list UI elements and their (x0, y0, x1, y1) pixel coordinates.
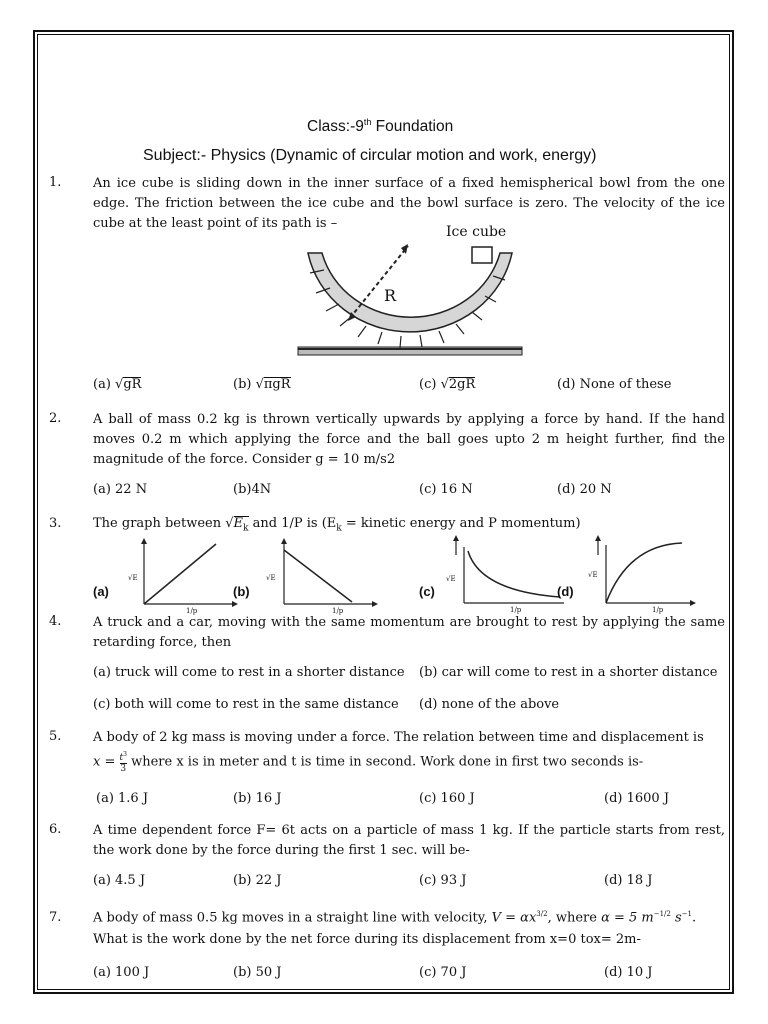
graph-c-ylabel: √E (446, 575, 456, 583)
q2-option-b[interactable]: (b)4N (233, 482, 272, 497)
q5-option-a[interactable]: (a) 1.6 J (96, 791, 149, 806)
question-1-text: An ice cube is sliding down in the inner surface of a fixed hemispherical bowl from the one edge. The friction between the ice cube and the bowl surface is zero. The velocity of the ice cube at the least point of its path is – (93, 176, 725, 231)
question-2-text: A ball of mass 0.2 kg is thrown vertically upwards by applying a force by hand. If the hand moves 0.2 m which applying the force and the ball goes upto 2 m height further, find the magnitude of the force. Consider g = 10 m/s2 (93, 412, 725, 467)
q1-option-b-prefix: (b) (233, 377, 252, 392)
question-3-number: 3. (49, 516, 62, 531)
class-title (307, 117, 453, 136)
q5-option-d[interactable]: (d) 1600 J (604, 791, 670, 806)
question-6-number: 6. (49, 822, 62, 837)
q3-text-sub: k (243, 523, 249, 534)
q6-option-c[interactable]: (c) 93 J (419, 873, 467, 888)
q7-eq-alpha: α = 5 m (601, 910, 654, 926)
q1-option-b[interactable]: (b) √πgR (233, 377, 291, 392)
q1-option-b-value: πgR (263, 377, 291, 392)
question-6-text: A time dependent force F= 6t acts on a particle of mass 1 kg. If the particle starts from rest, the work done by the force during the first 1 sec. will be- (93, 823, 725, 858)
q7-eq-s: s (670, 910, 682, 926)
q7-eq-v: V = αx (491, 910, 537, 926)
q3-text-pre: The graph between (93, 516, 226, 531)
q1-option-c[interactable]: (c) √2gR (419, 377, 476, 392)
q7-option-a[interactable]: (a) 100 J (93, 965, 150, 980)
question-2-number: 2. (49, 411, 62, 426)
q3-text-sqrt: E (233, 516, 244, 531)
q7-text-end: . (692, 910, 697, 926)
graph-d-ylabel: √E (588, 571, 598, 579)
ice-cube (472, 247, 492, 263)
q6-option-d[interactable]: (d) 18 J (604, 873, 653, 888)
class-suffix: Foundation (371, 118, 454, 136)
q5-option-b[interactable]: (b) 16 J (233, 791, 282, 806)
q7-text1: A body of mass 0.5 kg moves in a straight line with velocity, (93, 910, 492, 926)
q3-option-d-label[interactable]: (d) (557, 584, 574, 599)
q6-option-b[interactable]: (b) 22 J (233, 873, 282, 888)
q1-option-a-value: gR (123, 377, 142, 392)
q3-option-c-label[interactable]: (c) (419, 584, 435, 599)
question-5-text-line2 (93, 750, 643, 774)
subject-title: Subject:- Physics (Dynamic of circular motion and work, energy) (143, 147, 597, 164)
question-4-text: A truck and a car, moving with the same momentum are brought to rest by applying the same retarding force, then (93, 615, 725, 650)
q3-graph-a[interactable] (124, 536, 244, 616)
q7-eq-s-sup: −1 (681, 910, 693, 918)
q1-option-a-prefix: (a) (93, 377, 111, 392)
q3-graph-d[interactable] (578, 533, 702, 615)
q7-eq-v-sup: 3/2 (536, 910, 548, 918)
question-7-text-line2: What is the work done by the net force during its displacement from x=0 tox= 2m- (93, 932, 641, 947)
q5-eq-num: t (119, 753, 124, 763)
q4-option-d[interactable]: (d) none of the above (419, 697, 560, 712)
q1-option-d[interactable]: (d) None of these (557, 377, 672, 392)
q3-option-b-label[interactable]: (b) (233, 584, 250, 599)
q4-option-b[interactable]: (b) car will come to rest in a shorter distance (419, 665, 718, 680)
q2-option-d[interactable]: (d) 20 N (557, 482, 612, 497)
q5-eq-x: x = (93, 754, 116, 770)
q4-option-c[interactable]: (c) both will come to rest in the same distance (93, 697, 399, 712)
q6-option-a[interactable]: (a) 4.5 J (93, 873, 146, 888)
graph-a-ylabel: √E (128, 574, 138, 582)
class-prefix: Class:-9 (307, 118, 364, 136)
question-5-text-line1: A body of 2 kg mass is moving under a force. The relation between time and displacement is (93, 730, 704, 745)
q7-option-d[interactable]: (d) 10 J (604, 965, 653, 980)
question-1-number: 1. (49, 175, 62, 190)
radius-label: R (384, 286, 397, 305)
question-7-text-line1 (93, 910, 696, 925)
q3-text-post: and 1/P is (E (248, 516, 337, 531)
graph-c-xlabel: 1/p (510, 606, 522, 614)
q7-option-b[interactable]: (b) 50 J (233, 965, 282, 980)
q5-eq-num-sup: 3 (123, 751, 127, 758)
graph-b-xlabel: 1/p (332, 607, 344, 615)
graph-d-xlabel: 1/p (652, 606, 664, 614)
q7-eq-alpha-sup: −1/2 (653, 910, 671, 918)
question-5-number: 5. (49, 729, 62, 744)
graph-a-xlabel: 1/p (186, 607, 198, 615)
graph-b-ylabel: √E (266, 574, 276, 582)
q3-graph-c[interactable] (440, 533, 570, 615)
q3-graph-b[interactable] (262, 536, 382, 616)
question-3-text: The graph between $√E_k$ and 1/P is ($E_k$ = kinetic energy and P momentum) (93, 516, 581, 534)
q1-option-c-prefix: (c) (419, 377, 437, 392)
q3-option-a-label[interactable]: (a) (93, 584, 109, 599)
q1-option-c-value: 2gR (448, 377, 476, 392)
q3-text-end: = kinetic energy and P momentum) (341, 516, 581, 531)
q1-option-a[interactable]: (a) √gR (93, 377, 142, 392)
q7-text-mid: , where (547, 910, 602, 926)
q2-option-c[interactable]: (c) 16 N (419, 482, 473, 497)
q3-text-post-sub: k (336, 523, 342, 534)
bowl-figure (296, 218, 526, 364)
question-4-number: 4. (49, 614, 62, 629)
q5-option-c[interactable]: (c) 160 J (419, 791, 475, 806)
q7-option-c[interactable]: (c) 70 J (419, 965, 467, 980)
class-sup: th (363, 117, 372, 127)
q5-text2: where x is in meter and t is time in second. Work done in first two seconds is- (126, 754, 644, 770)
q2-option-a[interactable]: (a) 22 N (93, 482, 148, 497)
question-7-number: 7. (49, 910, 62, 925)
q4-option-a[interactable]: (a) truck will come to rest in a shorter distance (93, 665, 405, 680)
q5-eq-den: 3 (120, 764, 127, 774)
ice-cube-label: Ice cube (446, 224, 507, 240)
radius-arrow-head-top (401, 244, 408, 254)
